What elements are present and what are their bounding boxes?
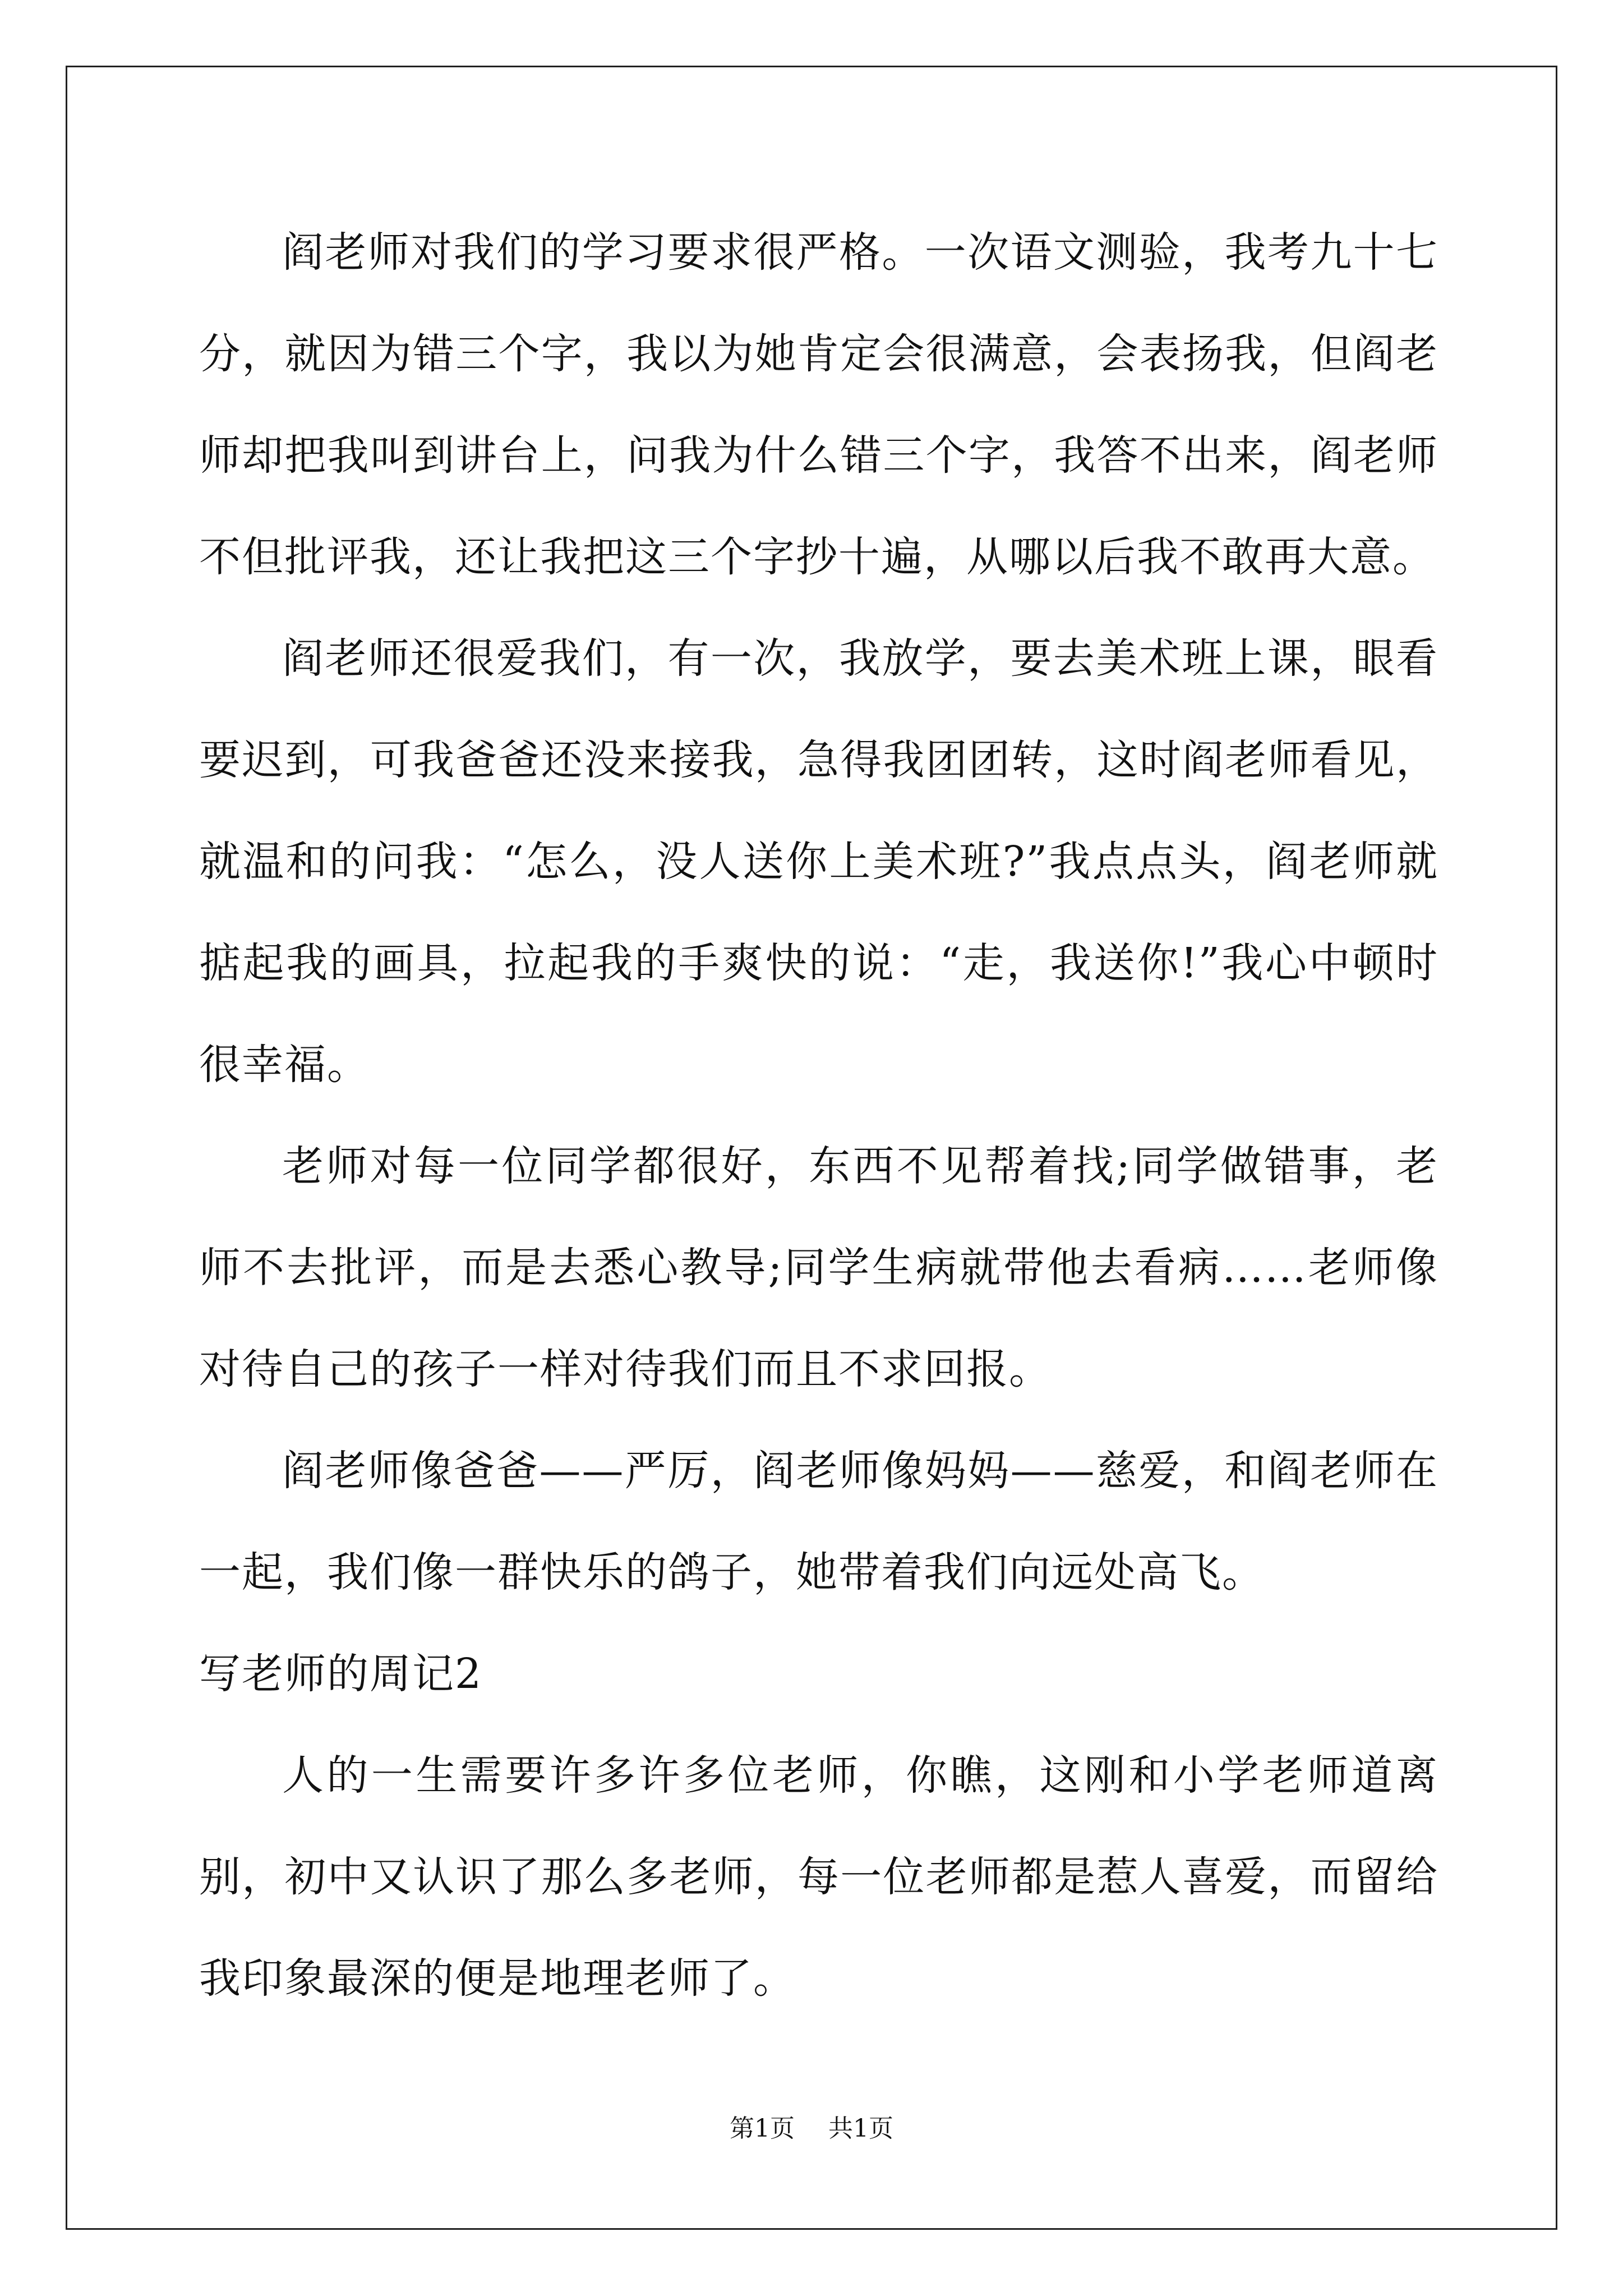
paragraph: 阎老师像爸爸——严厉，阎老师像妈妈——慈爱，和阎老师在一起，我们像一群快乐的鸽子，她带着我们向远处高飞。 xyxy=(199,1447,1438,1596)
section-heading: 写老师的周记2 xyxy=(199,1650,483,1698)
page-number: 第1页 xyxy=(730,2114,795,2143)
paragraph: 人的一生需要许多许多位老师，你瞧，这刚和小学老师道离别，初中又认识了那么多老师，每一位老师都是惹人喜爱，而留给我印象最深的便是地理老师了。 xyxy=(199,1751,1438,2003)
document-body xyxy=(199,202,1438,2030)
page-footer xyxy=(0,2112,1623,2146)
page-total: 共1页 xyxy=(828,2114,893,2143)
paragraph: 老师对每一位同学都很好，东西不见帮着找;同学做错事，老师不去批评，而是去悉心教导;同学生病就带他去看病……老师像对待自己的孩子一样对待我们而且不求回报。 xyxy=(199,1142,1438,1393)
paragraph: 阎老师还很爱我们，有一次，我放学，要去美术班上课，眼看要迟到，可我爸爸还没来接我，急得我团团转，这时阎老师看见，就温和的问我：“怎么，没人送你上美术班?”我点点头，阎老师就掂起我的画具，拉起我的手爽快的说：“走，我送你!”我心中顿时很幸福。 xyxy=(199,634,1438,1089)
paragraph: 阎老师对我们的学习要求很严格。一次语文测验，我考九十七分，就因为错三个字，我以为她肯定会很满意，会表扬我，但阎老师却把我叫到讲台上，问我为什么错三个字，我答不出来，阎老师不但批评我，还让我把这三个字抄十遍，从哪以后我不敢再大意。 xyxy=(199,228,1438,581)
